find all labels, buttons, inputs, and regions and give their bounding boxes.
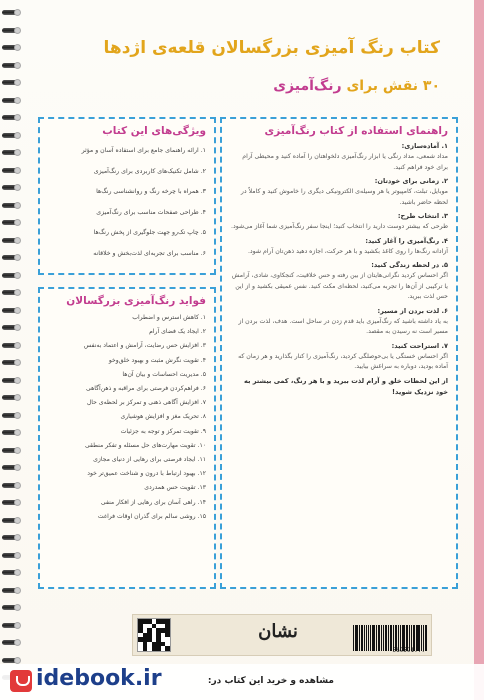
barcode-bar [381,625,382,651]
guide-heading: راهنمای استفاده از کتاب رنگ‌آمیزی [264,125,448,137]
spiral-ring [2,96,24,106]
list-item: ۳. همراه با چرخه رنگ و روانشناسی رنگ‌ها [96,188,206,195]
spiral-ring [2,621,24,631]
publisher-logo [245,619,311,651]
spiral-ring [2,8,24,18]
spiral-ring [2,551,24,561]
barcode-bar [361,625,363,651]
spiral-ring [2,533,24,543]
barcode-bar [366,625,368,651]
guide-section-title: ۱. آماده‌سازی: [401,142,448,150]
barcode-bar [372,625,375,651]
watermark-brand[interactable] [8,666,162,691]
benefits-heading: فواید رنگ‌آمیزی بزرگسالان [66,295,206,307]
list-item: ۹. تقویت تمرکز و توجه به جزئیات [120,427,206,435]
spiral-ring [2,393,24,403]
list-item: ۱۳. تقویت حس همدردی [144,484,206,492]
list-item: ۵. مدیریت احساسات و بیان آن‌ها [122,370,206,378]
barcode-bar [388,625,389,651]
book-subtitle [140,78,440,94]
qr-cell [165,646,170,651]
guide-section [230,341,448,373]
barcode-number: ...569591 [392,647,425,654]
spiral-ring [2,306,24,316]
benefits-box [38,287,216,589]
list-item: ۱۲. بهبود ارتباط با درون و شناخت عمیق‌تر خود [87,470,206,478]
footer-strip [132,614,432,656]
qr-code [137,618,171,652]
list-item: ۱۴. راهی آسان برای رهایی از افکار منفی [100,498,206,506]
guide-section-title: ۵. در لحظه زندگی کنید: [371,261,448,269]
list-item: ۱. ارائه راهنمای جامع برای استفاده آسان و مؤثر [81,147,206,154]
spiral-ring [2,61,24,71]
spiral-ring [2,183,24,193]
watermark-tagline: مشاهده و خرید این کتاب در: [207,676,334,686]
benefits-list [48,311,206,524]
barcode-bar [378,625,380,651]
list-item: ۱۰. تقویت مهارت‌های حل مسئله و تفکر منطقی [84,441,206,449]
spiral-ring [2,288,24,298]
guide-sections [230,141,448,373]
spiral-ring [2,568,24,578]
list-item: ۱۱. ایجاد فرصتی برای رهایی از دنیای مجازی [93,456,206,464]
subtitle-accent: رنگ‌آمیزی [273,78,342,94]
qr-cell [156,646,161,651]
spiral-ring [2,201,24,211]
spiral-ring [2,166,24,176]
guide-section-title: ۷. استراحت کنید: [391,341,448,350]
list-item: ۲. شامل تکنیک‌های کاربردی برای رنگ‌آمیزی [93,167,206,175]
guide-section-body: مداد شمعی، مداد رنگی یا ابزار رنگ‌آمیزی دلخواهتان را آماده کنید و محیطی آرام برای خود فراهم کنید. [242,153,448,171]
spiral-ring [2,603,24,613]
barcode-bar [370,625,371,651]
list-item: ۲. ایجاد یک فضای آرام [149,328,206,336]
subtitle-number: ۳۰ [422,78,440,94]
barcode-bar [385,625,387,651]
pink-edge-strip [474,0,484,700]
features-list [48,141,206,264]
spiral-ring [2,341,24,351]
barcode-bar [355,625,358,651]
qr-cell [147,646,152,651]
spiral-ring [2,218,24,228]
guide-section [230,236,448,258]
list-item: ۱. کاهش استرس و اضطراب [132,314,206,321]
guide-section-body: به یاد داشته باشید که رنگ‌آمیزی باید قدم زدن در ساحل است. هدف، لذت بردن از مسیر است نه رسیدن به مقصد. [238,317,448,335]
spiral-ring [2,26,24,36]
spiral-ring [2,113,24,123]
guide-section [230,306,448,338]
guide-section-title: ۴. رنگ‌آمیزی را آغاز کنید: [365,236,448,245]
publisher-logo-text: نشان [258,621,298,642]
guide-section-body: طرحی که بیشتر دوست دارید را انتخاب کنید؛ اینجا سفر رنگ‌آمیزی شما آغاز می‌شود. [231,223,448,230]
guide-section [230,211,448,233]
list-item: ۴. تقویت نگرش مثبت و بهبود خلق‌وخو [108,356,206,364]
guide-section [230,141,448,173]
guide-section-title: ۲. زمانی برای خودتان: [374,177,448,185]
spiral-ring [2,498,24,508]
spiral-ring [2,481,24,491]
subtitle-middle: نقش برای [346,78,419,94]
features-box [38,117,216,275]
list-item: ۵. چاپ تک‌رو جهت جلوگیری از پخش رنگ‌ها [93,229,206,236]
qr-cell [161,646,166,651]
qr-cell [143,646,148,651]
guide-section-title: ۳. انتخاب طرح: [397,212,448,220]
guide-section-body: موبایل، تبلت، کامپیوتر یا هر وسیله‌ی الکترونیکی دیگری را خاموش کنید و کاملاً در لحظه حاضر باشید. [240,188,448,206]
watermark-bar[interactable] [0,664,484,700]
spiral-ring [2,148,24,158]
list-item: ۷. افزایش آگاهی ذهنی و تمرکز بر لحظه‌ی حال [86,399,206,407]
barcode-bar [364,625,365,651]
barcode-bar [359,625,360,651]
guide-section-title: ۶. لذت بردن از مسیر: [377,306,448,315]
spiral-ring [2,323,24,333]
spiral-ring [2,463,24,473]
spiral-ring [2,236,24,246]
spiral-ring [2,43,24,53]
guide-box [220,117,458,589]
barcode-bar [425,625,427,651]
qr-cell [138,646,143,651]
spiral-ring [2,78,24,88]
spiral-ring [2,638,24,648]
spiral-ring [2,253,24,263]
list-item: ۸. تحریک مغز و افزایش هوشیاری [120,413,206,421]
list-item: ۶. مناسب برای تجربه‌ای لذت‌بخش و خلاقانه [93,249,206,257]
spiral-ring [2,411,24,421]
barcode-bar [368,625,369,651]
list-item: ۶. فراهم‌کردن فرصتی برای مراقبه و ذهن‌آگاهی [85,385,206,393]
book-title: کتاب رنگ آمیزی بزرگسالان قلعه‌ی اژدها [103,38,440,58]
spiral-ring [2,428,24,438]
list-item: ۱۵. روشی سالم برای گذران اوقات فراغت [97,512,206,520]
guide-section [230,260,448,303]
barcode-bar [376,625,377,651]
guide-section [230,176,448,208]
list-item: ۴. طراحی صفحات مناسب برای رنگ‌آمیزی [96,208,206,216]
spiral-ring [2,586,24,596]
features-heading: ویژگی‌های این کتاب [102,125,206,137]
guide-section-body: اگر احساس کردید نگرانی‌هایتان از بین رفته و حس خلاقیت، کنجکاوی، شادی، آرامش یا ترکیبی از آن‌ها را تجربه می‌کنید، لحظه‌ای مکث کنید. نفس عمیقی بکشید و از این حس لذت ببرید. [231,272,448,300]
spiral-ring [2,131,24,141]
watermark-brand-text: idebook.ir [36,666,162,691]
barcode-bar [353,625,354,651]
spiral-ring [2,516,24,526]
spiral-ring [2,376,24,386]
guide-closing: از این لحظات خلق و آرام لذت ببرید و با هر رنگ، کمی بیشتر به خود نزدیک شوید! [243,376,448,396]
spiral-ring [2,446,24,456]
barcode-bar [383,625,384,651]
guide-section-body: اگر احساس خستگی یا بی‌حوصلگی کردید، رنگ‌آمیزی را کنار بگذارید و هر زمان که آماده بودید، دوباره به سراغش بیایید. [238,352,448,370]
list-item: ۳. افزایش حس رضایت، آرامش و اعتماد به‌نفس [83,342,206,350]
spiral-ring [2,271,24,281]
guide-section-body: آزادانه رنگ‌ها را روی کاغذ بکشید و با هر حرکت، اجازه دهید ذهن‌تان آرام شود. [247,247,448,255]
spiral-ring [2,358,24,368]
qr-cell [152,646,157,651]
spiral-binding [0,0,26,700]
